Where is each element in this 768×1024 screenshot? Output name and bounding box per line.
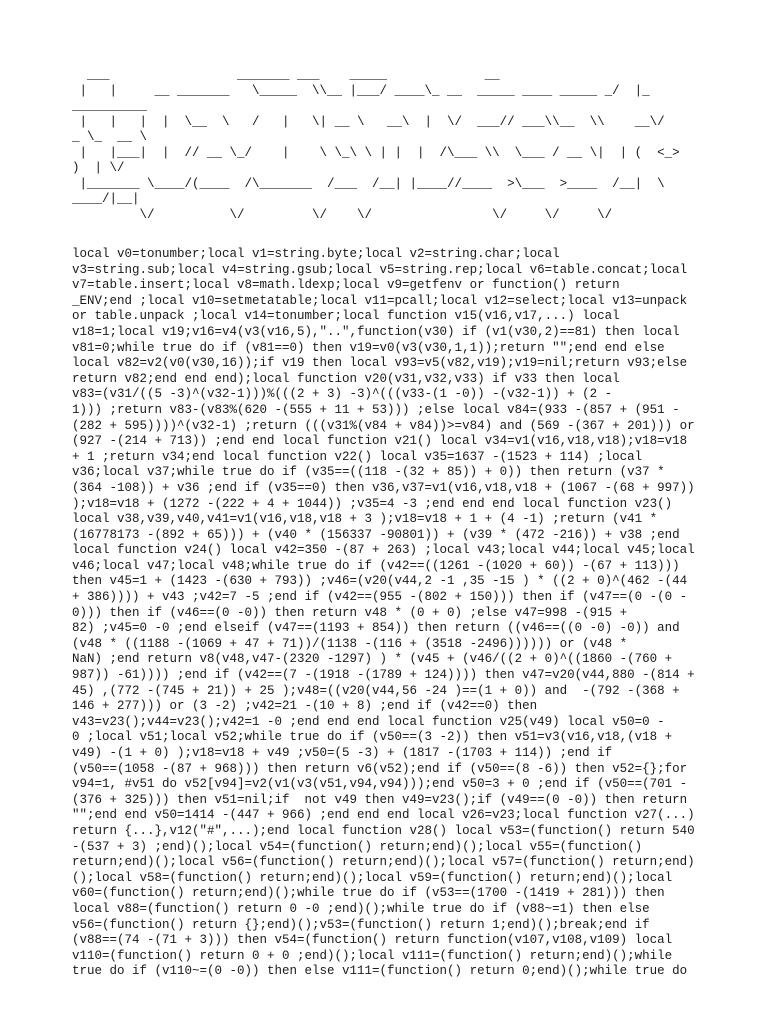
code-line: v3=string.sub;local v4=string.gsub;local v5=string.rep;local v6=table.concat;local (72, 262, 688, 277)
code-line: v81=0;while true do if (v81==0) then v19=v0(v3(v30,1,1));return "";end end else (72, 340, 665, 355)
code-line: );v18=v18 + (1272 -(222 + 4 + 1044)) ;v35=4 -3 ;end end end local function v23() (72, 496, 673, 511)
code-line: 146 + 277))) or (3 -2) ;v42=21 -(10 + 8) ;end if (v42==0) then (72, 699, 538, 714)
code-line: -(537 + 3) ;end)();local v54=(function() return;end)();local v55=(function() (72, 839, 643, 854)
code-line: v94=1, #v51 do v52[v94]=v2(v1(v3(v51,v94,v94)));end v50=3 + 0 ;end if (v50==(701 - (72, 777, 688, 792)
code-line: + 1 ;return v34;end local function v22() local v35=1637 -(1523 + 114) ;local (72, 449, 643, 464)
code-line: 1))) ;return v83-(v83%(620 -(555 + 11 + 53))) ;else local v84=(933 -(857 + (951 - (72, 402, 680, 417)
code-line: true do if (v110~=(0 -0)) then else v111=(function() return 0;end)();while true do (72, 964, 688, 979)
code-line: return;end)();local v56=(function() return;end)();local v57=(function() return;end) (72, 855, 695, 870)
code-line: local v82=v2(v0(v30,16));if v19 then local v93=v5(v82,v19);v19=nil;return v93;else (72, 356, 688, 371)
code-line: or table.unpack ;local v14=tonumber;local function v15(v16,v17,...) local (72, 309, 620, 324)
code-line: 45) ,(772 -(745 + 21)) + 25 );v48=((v20(v44,56 -24 )==(1 + 0)) and -(792 -(368 + (72, 683, 680, 698)
code-line: (364 -108)) + v36 ;end if (v35==0) then v36,v37=v1(v16,v18,v18 + (1067 -(68 + 997)) (72, 480, 695, 495)
code-line: v60=(function() return;end)();while true do if (v53==(1700 -(1419 + 281))) then (72, 886, 665, 901)
code-line: local v0=tonumber;local v1=string.byte;local v2=string.char;local (72, 247, 560, 261)
code-line: local v38,v39,v40,v41=v1(v16,v18,v18 + 3 );v18=v18 + 1 + (4 -1) ;return (v41 * (72, 512, 658, 527)
code-line: local v88=(function() return 0 -0 ;end)();while true do if (v88~=1) then else (72, 901, 650, 916)
code-line: 0))) then if (v46==(0 -0)) then return v48 * (0 + 0) ;else v47=998 -(915 + (72, 605, 628, 620)
ascii-art-banner: ___ _______ ___ _____ __ | | __ _______ \_____ \\__ |___/ ____\_ __ _____ ____ _____ _/ |_ __________ | | | | \__ \ / | \| __ \ __\ | \/ ___// ___\\__ \\ __\/ _ \_ __ \ | |___| | // __ \_/ | \ \_\ \ | | | /\___ \\ \___ / __ \| | ( <_> ) | \/ |_______ \____/(____ /\_______ /___ /__| |____//____ >\___ >____ /__| \ ____/|__| \/ \/ \/ \/ \/ \/ \/ (72, 68, 680, 222)
code-line: v83=(v31/((5 -3)^(v32-1)))%(((2 + 3) -3)^(((v33-(1 -0)) -(v32-1)) + (2 - (72, 387, 613, 402)
code-line: local function v24() local v42=350 -(87 + 263) ;local v43;local v44;local v45;local (72, 543, 695, 558)
code-line: 0 ;local v51;local v52;while true do if (v50==(3 -2)) then v51=v3(v16,v18,(v18 + (72, 730, 673, 745)
code-line: return {...},v12("#",...);end local function v28() local v53=(function() return 540 (72, 823, 695, 838)
code-line: v110=(function() return 0 + 0 ;end)();local v111=(function() return;end)();while (72, 948, 673, 963)
code-line: (v50==(1058 -(87 + 968))) then return v6(v52);end if (v50==(8 -6)) then v52={};for (72, 761, 688, 776)
code-line: ();local v58=(function() return;end)();local v59=(function() return;end)();local (72, 870, 673, 885)
code-line: (16778173 -(892 + 65))) + (v40 * (156337 -90801)) + (v39 * (472 -216)) + v38 ;end (72, 527, 680, 542)
code-line: v18=1;local v19;v16=v4(v3(v16,5),"..",function(v30) if (v1(v30,2)==81) then local (72, 324, 680, 339)
code-line: _ENV;end ;local v10=setmetatable;local v11=pcall;local v12=select;local v13=unpack (72, 293, 688, 308)
code-line: (282 + 595))))^(v32-1) ;return (((v31%(v84 + v84))>=v84) and (569 -(367 + 201))) or (72, 418, 695, 433)
code-line: (v48 * ((1188 -(1069 + 47 + 71))/(1138 -(116 + (3518 -2496)))))) or (v48 * (72, 636, 628, 651)
code-line: (927 -(214 + 713)) ;end end local function v21() local v34=v1(v16,v18,v18);v18=v18 (72, 434, 688, 449)
code-line: "";end end v50=1414 -(447 + 966) ;end end end local v26=v23;local function v27(...) (72, 808, 695, 823)
code-line: v43=v23();v44=v23();v42=1 -0 ;end end end local function v25(v49) local v50=0 - (72, 714, 665, 729)
code-line: then v45=1 + (1423 -(630 + 793)) ;v46=(v20(v44,2 -1 ,35 -15 ) * ((2 + 0)^(462 -(44 (72, 574, 688, 589)
code-line: NaN) ;end return v8(v48,v47-(2320 -1297) ) * (v45 + (v46/((2 + 0)^((1860 -(760 + (72, 652, 673, 667)
code-line: v56=(function() return {};end)();v53=(function() return 1;end)();break;end if (72, 917, 650, 932)
code-line: v46;local v47;local v48;while true do if (v42==((1261 -(1020 + 60)) -(67 + 113))) (72, 558, 680, 573)
obfuscated-lua-code (72, 247, 698, 980)
code-line: (v88==(74 -(71 + 3))) then v54=(function() return function(v107,v108,v109) local (72, 933, 673, 948)
code-line: v49) -(1 + 0) );v18=v18 + v49 ;v50=(5 -3) + (1817 -(1703 + 114)) ;end if (72, 746, 613, 760)
code-line: v36;local v37;while true do if (v35==((118 -(32 + 85)) + 0)) then return (v37 * (72, 465, 665, 480)
code-line: v7=table.insert;local v8=math.ldexp;local v9=getfenv or function() return (72, 278, 620, 293)
code-line: 987)) -61)))) ;end if (v42==(7 -(1918 -(1789 + 124)))) then v47=v20(v44,880 -(814 + (72, 668, 695, 683)
code-line: return v82;end end end);local function v20(v31,v32,v33) if v33 then local (72, 371, 620, 386)
code-line: (376 + 325))) then v51=nil;if not v49 then v49=v23();if (v49==(0 -0)) then return (72, 792, 688, 807)
code-line: + 386)))) + v43 ;v42=7 -5 ;end if (v42==(955 -(802 + 150))) then if (v47==(0 -(0 - (72, 590, 688, 605)
code-line: 82) ;v45=0 -0 ;end elseif (v47==(1193 + 854)) then return ((v46==((0 -0) -0)) and (72, 621, 680, 636)
